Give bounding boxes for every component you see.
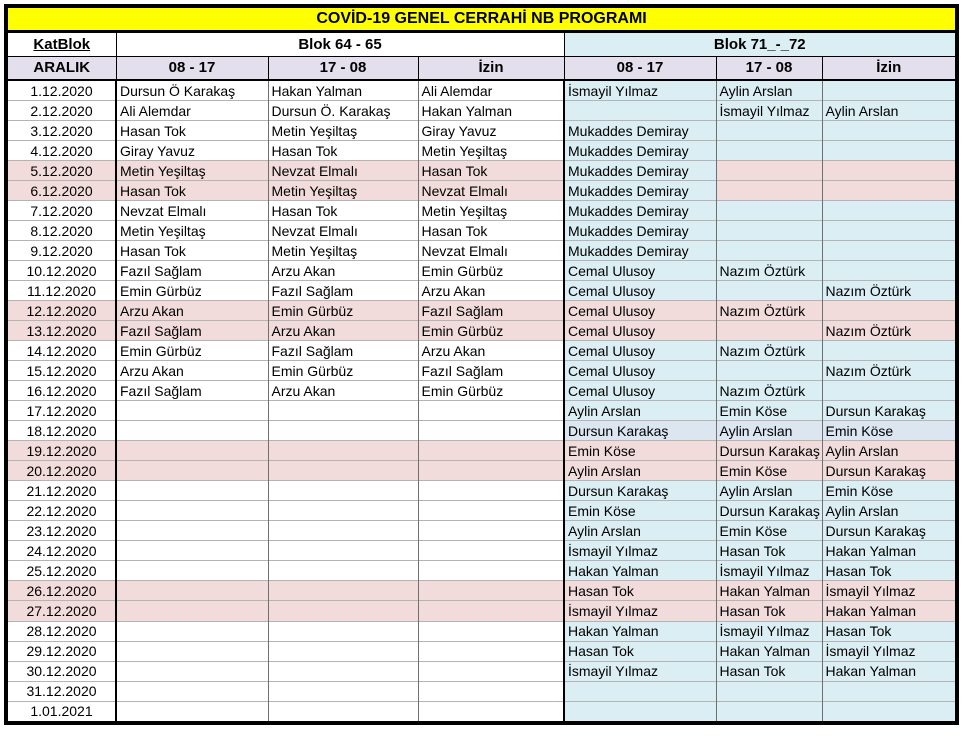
block-71-72-shift-cell: Aylin Arslan — [822, 501, 957, 521]
page-title: COVİD-19 GENEL CERRAHİ NB PROGRAMI — [6, 6, 957, 31]
schedule-row — [6, 401, 957, 421]
block-71-72-shift-cell — [822, 341, 957, 361]
block-71-72-shift-cell — [822, 261, 957, 281]
schedule-row — [6, 421, 957, 441]
block-71-72-shift-cell: Aylin Arslan — [716, 481, 822, 501]
schedule-row — [6, 501, 957, 521]
block-64-65-header: Blok 64 - 65 — [116, 31, 564, 56]
block-71-72-shift-cell — [822, 681, 957, 701]
date-cell: 15.12.2020 — [6, 361, 116, 381]
block-71-72-shift-cell — [716, 161, 822, 181]
date-cell: 1.01.2021 — [6, 701, 116, 723]
shift-header-left-izin: İzin — [418, 56, 564, 80]
block-71-72-shift-cell — [822, 80, 957, 101]
block-71-72-shift-cell: Aylin Arslan — [822, 441, 957, 461]
block-71-72-shift-cell: Hasan Tok — [564, 641, 716, 661]
block-71-72-shift-cell: Nazım Öztürk — [822, 281, 957, 301]
block-64-65-shift-cell — [116, 441, 268, 461]
block-64-65-shift-cell — [116, 401, 268, 421]
block-64-65-shift-cell — [268, 461, 418, 481]
block-64-65-shift-cell — [418, 481, 564, 501]
block-71-72-shift-cell: Mukaddes Demiray — [564, 121, 716, 141]
block-71-72-shift-cell: Aylin Arslan — [822, 101, 957, 121]
block-71-72-header: Blok 71_-_72 — [564, 31, 957, 56]
block-71-72-shift-cell: Cemal Ulusoy — [564, 281, 716, 301]
date-cell: 14.12.2020 — [6, 341, 116, 361]
block-71-72-shift-cell — [716, 701, 822, 723]
block-71-72-shift-cell: Hakan Yalman — [716, 581, 822, 601]
block-64-65-shift-cell — [418, 681, 564, 701]
block-71-72-shift-cell: İsmayil Yılmaz — [822, 581, 957, 601]
block-64-65-shift-cell: Giray Yavuz — [116, 141, 268, 161]
block-64-65-shift-cell — [116, 601, 268, 621]
date-cell: 22.12.2020 — [6, 501, 116, 521]
block-64-65-shift-cell — [268, 701, 418, 723]
block-64-65-shift-cell: Fazıl Sağlam — [116, 261, 268, 281]
block-71-72-shift-cell — [822, 141, 957, 161]
block-64-65-shift-cell — [418, 421, 564, 441]
block-64-65-shift-cell — [116, 681, 268, 701]
block-71-72-shift-cell: Emin Köse — [564, 441, 716, 461]
block-64-65-shift-cell: Ali Alemdar — [116, 101, 268, 121]
schedule-row — [6, 621, 957, 641]
block-64-65-shift-cell — [116, 521, 268, 541]
block-64-65-shift-cell — [268, 681, 418, 701]
date-cell: 28.12.2020 — [6, 621, 116, 641]
block-71-72-shift-cell: Hasan Tok — [716, 541, 822, 561]
block-71-72-shift-cell: Cemal Ulusoy — [564, 381, 716, 401]
block-71-72-shift-cell: Cemal Ulusoy — [564, 301, 716, 321]
date-cell: 10.12.2020 — [6, 261, 116, 281]
block-64-65-shift-cell: Fazıl Sağlam — [418, 361, 564, 381]
date-cell: 30.12.2020 — [6, 661, 116, 681]
block-64-65-shift-cell: Fazıl Sağlam — [116, 321, 268, 341]
block-71-72-shift-cell — [716, 361, 822, 381]
schedule-row — [6, 441, 957, 461]
block-71-72-shift-cell: İsmayil Yılmaz — [822, 641, 957, 661]
block-64-65-shift-cell — [268, 581, 418, 601]
block-64-65-shift-cell — [418, 641, 564, 661]
block-64-65-shift-cell — [116, 701, 268, 723]
date-cell: 19.12.2020 — [6, 441, 116, 461]
block-71-72-shift-cell: İsmayil Yılmaz — [564, 80, 716, 101]
katblok-header — [6, 31, 116, 56]
block-64-65-shift-cell: Metin Yeşiltaş — [268, 181, 418, 201]
schedule-row — [6, 521, 957, 541]
block-64-65-shift-cell: Fazıl Sağlam — [268, 341, 418, 361]
block-64-65-shift-cell: Arzu Akan — [116, 361, 268, 381]
block-71-72-shift-cell: Hakan Yalman — [822, 601, 957, 621]
block-64-65-shift-cell: Fazıl Sağlam — [268, 281, 418, 301]
block-64-65-shift-cell: Nevzat Elmalı — [418, 241, 564, 261]
shift-header-right-1708: 17 - 08 — [716, 56, 822, 80]
block-71-72-shift-cell: Nazım Öztürk — [716, 261, 822, 281]
block-64-65-shift-cell: Emin Gürbüz — [418, 321, 564, 341]
date-cell: 13.12.2020 — [6, 321, 116, 341]
block-71-72-shift-cell — [564, 681, 716, 701]
block-71-72-shift-cell: Dursun Karakaş — [822, 521, 957, 541]
schedule-row — [6, 701, 957, 723]
block-64-65-shift-cell — [268, 521, 418, 541]
block-64-65-shift-cell — [268, 561, 418, 581]
date-cell: 17.12.2020 — [6, 401, 116, 421]
block-64-65-shift-cell — [116, 621, 268, 641]
block-64-65-shift-cell: Hasan Tok — [116, 181, 268, 201]
block-64-65-shift-cell: Arzu Akan — [418, 341, 564, 361]
block-64-65-shift-cell: Emin Gürbüz — [116, 341, 268, 361]
schedule-row — [6, 681, 957, 701]
date-cell: 29.12.2020 — [6, 641, 116, 661]
schedule-row — [6, 461, 957, 481]
shift-header-left-1708: 17 - 08 — [268, 56, 418, 80]
block-71-72-shift-cell: İsmayil Yılmaz — [716, 621, 822, 641]
block-71-72-shift-cell: Dursun Karakaş — [716, 441, 822, 461]
block-header-row — [6, 31, 957, 56]
date-cell: 11.12.2020 — [6, 281, 116, 301]
block-64-65-shift-cell — [116, 421, 268, 441]
katblok-label: KatBlok — [33, 35, 91, 53]
block-64-65-shift-cell — [418, 521, 564, 541]
schedule-row — [6, 141, 957, 161]
block-64-65-shift-cell: Nevzat Elmalı — [116, 201, 268, 221]
block-64-65-shift-cell — [268, 541, 418, 561]
block-71-72-shift-cell: Mukaddes Demiray — [564, 181, 716, 201]
block-64-65-shift-cell — [268, 621, 418, 641]
date-cell: 2.12.2020 — [6, 101, 116, 121]
block-64-65-shift-cell: Hakan Yalman — [418, 101, 564, 121]
block-64-65-shift-cell: Emin Gürbüz — [418, 261, 564, 281]
block-71-72-shift-cell: Mukaddes Demiray — [564, 241, 716, 261]
block-64-65-shift-cell: Hasan Tok — [116, 241, 268, 261]
block-71-72-shift-cell: Cemal Ulusoy — [564, 341, 716, 361]
block-64-65-shift-cell: Fazıl Sağlam — [116, 381, 268, 401]
date-cell: 24.12.2020 — [6, 541, 116, 561]
block-64-65-shift-cell — [116, 541, 268, 561]
block-64-65-shift-cell: Giray Yavuz — [418, 121, 564, 141]
block-64-65-shift-cell — [418, 621, 564, 641]
block-71-72-shift-cell: Aylin Arslan — [564, 461, 716, 481]
block-64-65-shift-cell — [418, 561, 564, 581]
schedule-row — [6, 541, 957, 561]
date-cell: 8.12.2020 — [6, 221, 116, 241]
date-cell: 18.12.2020 — [6, 421, 116, 441]
block-64-65-shift-cell: Emin Gürbüz — [418, 381, 564, 401]
block-71-72-shift-cell: Hakan Yalman — [564, 621, 716, 641]
schedule-row — [6, 261, 957, 281]
block-64-65-shift-cell: Hasan Tok — [116, 121, 268, 141]
block-64-65-shift-cell: Hasan Tok — [418, 161, 564, 181]
block-71-72-shift-cell: İsmayil Yılmaz — [716, 561, 822, 581]
block-71-72-shift-cell: Mukaddes Demiray — [564, 141, 716, 161]
block-64-65-shift-cell: Arzu Akan — [116, 301, 268, 321]
block-71-72-shift-cell: Cemal Ulusoy — [564, 261, 716, 281]
block-64-65-shift-cell: Metin Yeşiltaş — [116, 221, 268, 241]
date-cell: 3.12.2020 — [6, 121, 116, 141]
date-cell: 9.12.2020 — [6, 241, 116, 261]
block-71-72-shift-cell — [564, 701, 716, 723]
block-64-65-shift-cell — [418, 401, 564, 421]
block-64-65-shift-cell — [268, 441, 418, 461]
block-64-65-shift-cell — [116, 581, 268, 601]
block-71-72-shift-cell: Nazım Öztürk — [716, 341, 822, 361]
block-71-72-shift-cell: Emin Köse — [716, 401, 822, 421]
date-cell: 27.12.2020 — [6, 601, 116, 621]
block-64-65-shift-cell: Nevzat Elmalı — [418, 181, 564, 201]
date-cell: 6.12.2020 — [6, 181, 116, 201]
block-64-65-shift-cell: Metin Yeşiltaş — [418, 141, 564, 161]
block-71-72-shift-cell — [822, 161, 957, 181]
block-71-72-shift-cell: Hasan Tok — [716, 661, 822, 681]
block-71-72-shift-cell: Hasan Tok — [822, 561, 957, 581]
schedule-row — [6, 641, 957, 661]
block-64-65-shift-cell: Emin Gürbüz — [116, 281, 268, 301]
block-64-65-shift-cell — [418, 601, 564, 621]
block-64-65-shift-cell — [268, 481, 418, 501]
block-71-72-shift-cell — [822, 221, 957, 241]
block-64-65-shift-cell — [268, 501, 418, 521]
date-cell: 16.12.2020 — [6, 381, 116, 401]
schedule-row — [6, 381, 957, 401]
block-64-65-shift-cell: Metin Yeşiltaş — [268, 241, 418, 261]
block-71-72-shift-cell: İsmayil Yılmaz — [564, 661, 716, 681]
schedule-row — [6, 481, 957, 501]
block-64-65-shift-cell — [418, 661, 564, 681]
date-cell: 4.12.2020 — [6, 141, 116, 161]
block-71-72-shift-cell — [822, 181, 957, 201]
block-64-65-shift-cell — [116, 561, 268, 581]
block-71-72-shift-cell: Dursun Karakaş — [822, 401, 957, 421]
block-71-72-shift-cell: Dursun Karakaş — [822, 461, 957, 481]
block-71-72-shift-cell — [822, 381, 957, 401]
block-64-65-shift-cell — [268, 641, 418, 661]
block-71-72-shift-cell: Emin Köse — [716, 521, 822, 541]
schedule-row — [6, 581, 957, 601]
block-64-65-shift-cell: Metin Yeşiltaş — [268, 121, 418, 141]
block-64-65-shift-cell — [116, 481, 268, 501]
block-64-65-shift-cell — [418, 701, 564, 723]
block-71-72-shift-cell: Mukaddes Demiray — [564, 161, 716, 181]
block-71-72-shift-cell: Nazım Öztürk — [822, 321, 957, 341]
block-71-72-shift-cell: Aylin Arslan — [564, 521, 716, 541]
block-71-72-shift-cell: İsmayil Yılmaz — [564, 541, 716, 561]
block-71-72-shift-cell: Cemal Ulusoy — [564, 361, 716, 381]
schedule-row — [6, 281, 957, 301]
block-71-72-shift-cell — [716, 121, 822, 141]
schedule-row — [6, 341, 957, 361]
schedule-body — [6, 80, 957, 723]
block-64-65-shift-cell: Nevzat Elmalı — [268, 221, 418, 241]
block-71-72-shift-cell — [822, 301, 957, 321]
block-71-72-shift-cell: Hasan Tok — [716, 601, 822, 621]
date-cell: 5.12.2020 — [6, 161, 116, 181]
block-71-72-shift-cell: Mukaddes Demiray — [564, 221, 716, 241]
block-71-72-shift-cell — [822, 241, 957, 261]
block-71-72-shift-cell — [822, 701, 957, 723]
date-cell: 7.12.2020 — [6, 201, 116, 221]
block-64-65-shift-cell — [418, 461, 564, 481]
schedule-row — [6, 241, 957, 261]
block-64-65-shift-cell: Fazıl Sağlam — [418, 301, 564, 321]
schedule-row — [6, 80, 957, 101]
block-64-65-shift-cell: Ali Alemdar — [418, 80, 564, 101]
block-64-65-shift-cell — [268, 401, 418, 421]
block-71-72-shift-cell — [716, 141, 822, 161]
block-71-72-shift-cell: Hakan Yalman — [564, 561, 716, 581]
shift-header-right-0817: 08 - 17 — [564, 56, 716, 80]
schedule-row — [6, 161, 957, 181]
block-71-72-shift-cell: Hakan Yalman — [716, 641, 822, 661]
block-64-65-shift-cell — [418, 501, 564, 521]
block-71-72-shift-cell: Emin Köse — [564, 501, 716, 521]
block-64-65-shift-cell — [268, 661, 418, 681]
block-64-65-shift-cell — [116, 461, 268, 481]
block-64-65-shift-cell — [418, 541, 564, 561]
block-71-72-shift-cell: Emin Köse — [822, 481, 957, 501]
block-64-65-shift-cell — [268, 421, 418, 441]
date-cell: 31.12.2020 — [6, 681, 116, 701]
block-71-72-shift-cell — [716, 221, 822, 241]
date-cell: 25.12.2020 — [6, 561, 116, 581]
block-64-65-shift-cell: Arzu Akan — [268, 381, 418, 401]
shift-header-left-0817: 08 - 17 — [116, 56, 268, 80]
schedule-table — [4, 4, 959, 725]
block-71-72-shift-cell: Aylin Arslan — [716, 421, 822, 441]
block-64-65-shift-cell: Arzu Akan — [268, 321, 418, 341]
block-64-65-shift-cell — [418, 581, 564, 601]
block-64-65-shift-cell: Hasan Tok — [268, 201, 418, 221]
title-row — [6, 6, 957, 31]
block-71-72-shift-cell: Cemal Ulusoy — [564, 321, 716, 341]
date-cell: 12.12.2020 — [6, 301, 116, 321]
block-71-72-shift-cell: İsmayil Yılmaz — [564, 601, 716, 621]
schedule-row — [6, 221, 957, 241]
block-64-65-shift-cell — [418, 441, 564, 461]
block-71-72-shift-cell: Aylin Arslan — [716, 80, 822, 101]
date-cell: 23.12.2020 — [6, 521, 116, 541]
block-71-72-shift-cell: Hasan Tok — [822, 621, 957, 641]
date-cell: 20.12.2020 — [6, 461, 116, 481]
schedule-sheet — [4, 4, 959, 725]
block-71-72-shift-cell: Dursun Karakaş — [564, 421, 716, 441]
block-71-72-shift-cell: İsmayil Yılmaz — [716, 101, 822, 121]
block-71-72-shift-cell — [564, 101, 716, 121]
date-cell: 1.12.2020 — [6, 80, 116, 101]
block-64-65-shift-cell: Arzu Akan — [268, 261, 418, 281]
block-71-72-shift-cell: Mukaddes Demiray — [564, 201, 716, 221]
schedule-row — [6, 181, 957, 201]
block-71-72-shift-cell — [716, 201, 822, 221]
block-71-72-shift-cell: Hasan Tok — [564, 581, 716, 601]
block-64-65-shift-cell: Metin Yeşiltaş — [418, 201, 564, 221]
schedule-row — [6, 201, 957, 221]
block-64-65-shift-cell — [116, 661, 268, 681]
block-71-72-shift-cell — [716, 321, 822, 341]
schedule-row — [6, 661, 957, 681]
schedule-row — [6, 361, 957, 381]
block-71-72-shift-cell: Nazım Öztürk — [716, 381, 822, 401]
schedule-row — [6, 561, 957, 581]
block-71-72-shift-cell: Dursun Karakaş — [716, 501, 822, 521]
block-64-65-shift-cell: Hasan Tok — [418, 221, 564, 241]
block-71-72-shift-cell: Aylin Arslan — [564, 401, 716, 421]
block-71-72-shift-cell: Nazım Öztürk — [822, 361, 957, 381]
block-64-65-shift-cell — [116, 641, 268, 661]
block-71-72-shift-cell — [716, 241, 822, 261]
block-64-65-shift-cell: Hasan Tok — [268, 141, 418, 161]
block-71-72-shift-cell: Emin Köse — [716, 461, 822, 481]
block-64-65-shift-cell: Hakan Yalman — [268, 80, 418, 101]
schedule-row — [6, 601, 957, 621]
block-64-65-shift-cell: Arzu Akan — [418, 281, 564, 301]
date-cell: 26.12.2020 — [6, 581, 116, 601]
block-64-65-shift-cell: Emin Gürbüz — [268, 301, 418, 321]
block-71-72-shift-cell — [822, 201, 957, 221]
date-cell: 21.12.2020 — [6, 481, 116, 501]
shift-header-right-izin: İzin — [822, 56, 957, 80]
schedule-row — [6, 301, 957, 321]
block-64-65-shift-cell — [268, 601, 418, 621]
block-71-72-shift-cell: Hakan Yalman — [822, 661, 957, 681]
block-71-72-shift-cell — [716, 281, 822, 301]
block-71-72-shift-cell — [716, 681, 822, 701]
block-71-72-shift-cell — [716, 181, 822, 201]
shift-header-row — [6, 56, 957, 80]
schedule-row — [6, 321, 957, 341]
block-64-65-shift-cell: Dursun Ö Karakaş — [116, 80, 268, 101]
block-71-72-shift-cell: Dursun Karakaş — [564, 481, 716, 501]
block-64-65-shift-cell — [116, 501, 268, 521]
month-header: ARALIK — [6, 56, 116, 80]
block-71-72-shift-cell: Emin Köse — [822, 421, 957, 441]
block-71-72-shift-cell: Hakan Yalman — [822, 541, 957, 561]
block-71-72-shift-cell — [822, 121, 957, 141]
block-71-72-shift-cell: Nazım Öztürk — [716, 301, 822, 321]
schedule-row — [6, 101, 957, 121]
block-64-65-shift-cell: Nevzat Elmalı — [268, 161, 418, 181]
block-64-65-shift-cell: Emin Gürbüz — [268, 361, 418, 381]
block-64-65-shift-cell: Metin Yeşiltaş — [116, 161, 268, 181]
block-64-65-shift-cell: Dursun Ö. Karakaş — [268, 101, 418, 121]
schedule-row — [6, 121, 957, 141]
